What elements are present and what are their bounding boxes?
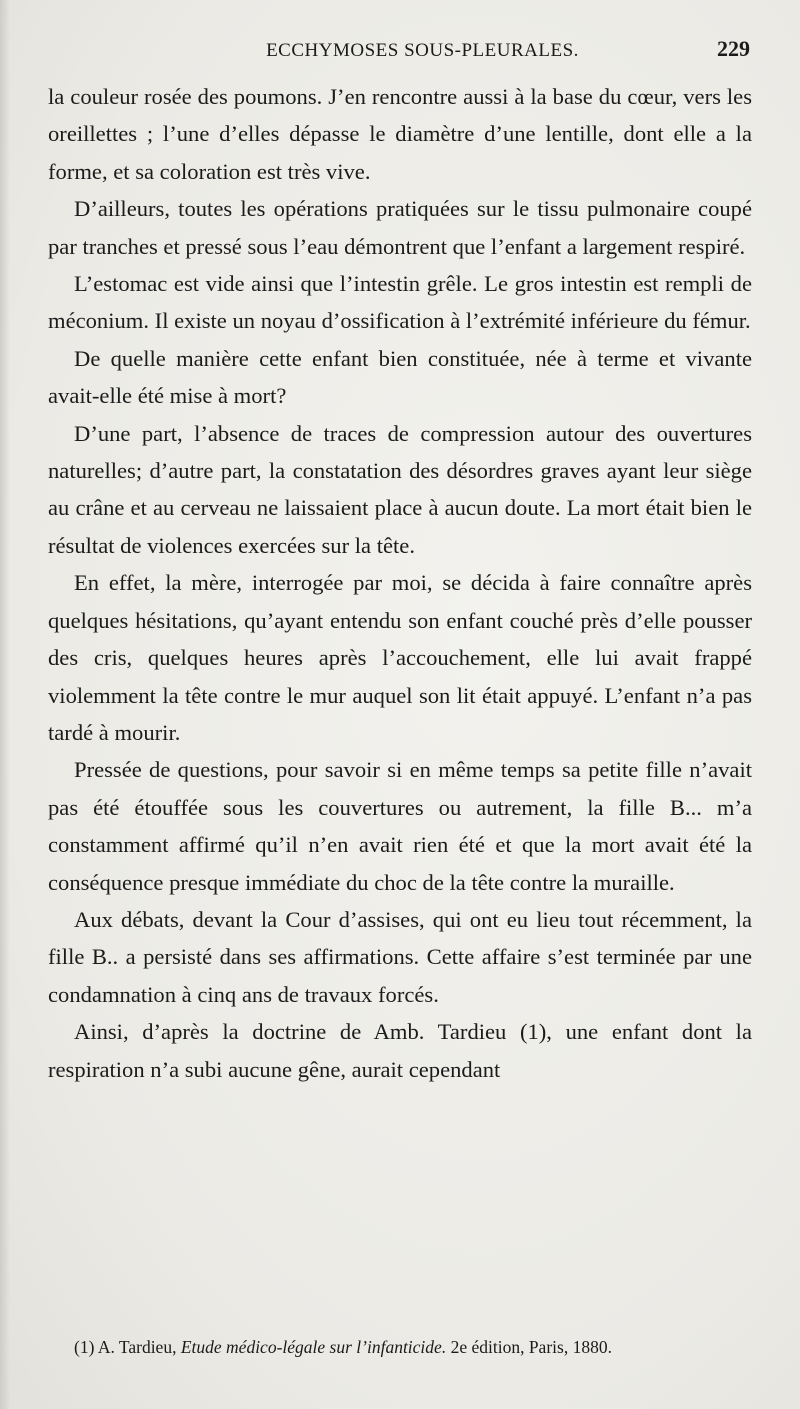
paragraph: L’estomac est vide ainsi que l’intestin grêle. Le gros intestin est rempli de méconium. Il existe un noyau d’ossification à l’extrémité inférieure du fémur. xyxy=(48,271,752,334)
footnote-author: (1) A. Tardieu, xyxy=(74,1337,177,1357)
paragraph: De quelle manière cette enfant bien constituée, née à terme et vivante avait-elle été mise à mort? xyxy=(48,345,752,409)
paragraph: D’une part, l’absence de traces de compression autour des ouvertures naturelles; d’autre part, la constatation des désordres graves ayant leur siège au crâne et au cerveau ne laissaient place à aucun doute. La mort était bien le résultat de violences exercées sur la tête. xyxy=(48,420,752,558)
paragraph: la couleur rosée des poumons. J’en rencontre aussi à la base du cœur, vers les oreillettes ; l’une d’elles dépasse le diamètre d’une lentille, dont elle a la forme, et sa coloration est très vive. xyxy=(48,84,752,184)
page-gutter-shadow xyxy=(0,0,10,1409)
paragraph: Pressée de questions, pour savoir si en même temps sa petite fille n’avait pas été étouffée sous les couvertures ou autrement, la fille B... m’a constamment affirmé qu’il n’en avait rien été et que la mort avait été la conséquence presque immédiate du choc de la tête contre la muraille. xyxy=(48,757,752,895)
footnote-edition: 2e édition, Paris, 1880. xyxy=(450,1337,612,1357)
paragraph: En effet, la mère, interrogée par moi, se décida à faire connaître après quelques hésitations, qu’ayant entendu son enfant couché près d’elle pousser des cris, quelques heures après l’accouchement, elle lui avait frappé violemment la tête contre le mur auquel son lit était appuyé. L’enfant n’a pas tardé à mourir. xyxy=(48,570,752,745)
paragraph: D’ailleurs, toutes les opérations pratiquées sur le tissu pulmonaire coupé par tranches et pressé sous l’eau démontrent que l’enfant a largement respiré. xyxy=(48,196,752,259)
footnote xyxy=(48,1334,752,1361)
footnote-work-title: Etude médico-légale sur l’infanticide. xyxy=(180,1337,447,1357)
paragraph: Ainsi, d’après la doctrine de Amb. Tardieu (1), une enfant dont la respiration n’a subi aucune gêne, aurait cependant xyxy=(48,1019,752,1082)
body-text xyxy=(48,78,752,1088)
paragraph: Aux débats, devant la Cour d’assises, qui ont eu lieu tout récemment, la fille B.. a persisté dans ses affirmations. Cette affaire s’est terminée par une condamnation à cinq ans de travaux forcés. xyxy=(48,906,752,1007)
page-number: 229 xyxy=(717,36,750,61)
running-title: ECCHYMOSES SOUS-PLEURALES. xyxy=(266,40,579,61)
page-header xyxy=(48,36,752,78)
